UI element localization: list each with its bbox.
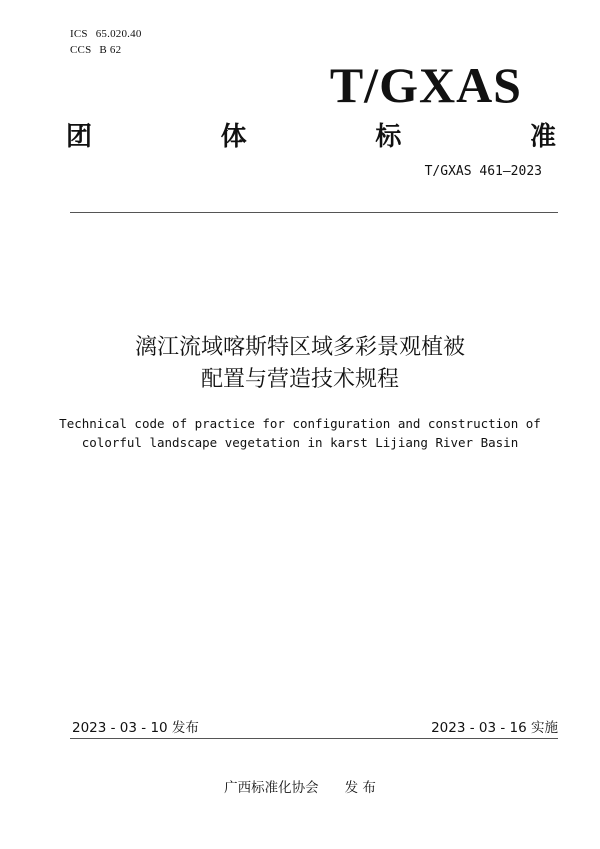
standard-logo: T/GXAS <box>329 57 522 113</box>
publisher-name: 广西标准化协会 <box>224 780 319 796</box>
document-number: T/GXAS 461—2023 <box>424 164 542 179</box>
standard-type-char: 准 <box>529 122 556 152</box>
top-divider <box>70 212 558 213</box>
standard-type-char: 标 <box>375 122 402 152</box>
standard-type-heading <box>66 116 556 153</box>
ccs-classification <box>70 44 121 56</box>
ccs-label: CCS <box>70 44 92 56</box>
title-en-line-1: Technical code of practice for configuration and construction of <box>59 416 541 431</box>
ics-classification <box>70 28 142 40</box>
ccs-code: B 62 <box>99 44 122 56</box>
ics-code: 65.020.40 <box>95 28 142 40</box>
publisher-action: 发 布 <box>344 780 376 796</box>
issue-date: 2023 - 03 - 10 发布 <box>72 720 199 736</box>
title-zh-line-2: 配置与营造技术规程 <box>200 367 399 392</box>
standard-type-char: 体 <box>220 122 247 152</box>
standard-type-char: 团 <box>66 122 93 152</box>
ics-label: ICS <box>70 28 88 40</box>
title-en-line-2: colorful landscape vegetation in karst Lijiang River Basin <box>81 435 519 450</box>
title-zh-line-1: 漓江流域喀斯特区域多彩景观植被 <box>134 335 465 360</box>
publisher-line <box>0 776 600 796</box>
implementation-date: 2023 - 03 - 16 实施 <box>431 720 558 736</box>
bottom-divider <box>70 738 558 739</box>
